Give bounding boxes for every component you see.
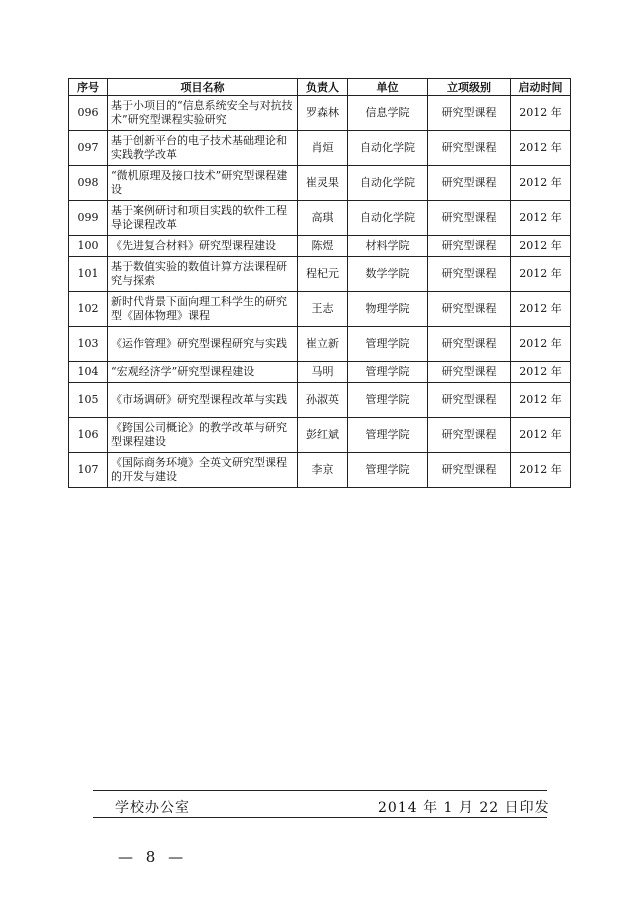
cell-level: 研究型课程 bbox=[428, 453, 511, 488]
cell-serial: 105 bbox=[69, 383, 108, 418]
cell-serial: 099 bbox=[69, 201, 108, 236]
table-row bbox=[69, 96, 571, 131]
cell-leader: 肖烜 bbox=[298, 131, 348, 166]
cell-unit: 管理学院 bbox=[348, 453, 428, 488]
cell-project-name: 《跨国公司概论》的教学改革与研究型课程建设 bbox=[108, 418, 298, 453]
footer-bottom-rule bbox=[93, 817, 547, 818]
cell-leader: 罗森林 bbox=[298, 96, 348, 131]
cell-project-name: 基于数值实验的数值计算方法课程研究与探索 bbox=[108, 257, 298, 292]
cell-level: 研究型课程 bbox=[428, 362, 511, 383]
cell-start-time: 2012 年 bbox=[511, 418, 571, 453]
table-row bbox=[69, 131, 571, 166]
cell-start-time: 2012 年 bbox=[511, 257, 571, 292]
cell-serial: 107 bbox=[69, 453, 108, 488]
cell-level: 研究型课程 bbox=[428, 201, 511, 236]
cell-start-time: 2012 年 bbox=[511, 453, 571, 488]
cell-start-time: 2012 年 bbox=[511, 327, 571, 362]
cell-project-name: 《运作管理》研究型课程研究与实践 bbox=[108, 327, 298, 362]
header-level: 立项级别 bbox=[428, 79, 511, 96]
cell-start-time: 2012 年 bbox=[511, 201, 571, 236]
table-row bbox=[69, 327, 571, 362]
cell-level: 研究型课程 bbox=[428, 327, 511, 362]
cell-project-name: 《市场调研》研究型课程改革与实践 bbox=[108, 383, 298, 418]
cell-start-time: 2012 年 bbox=[511, 383, 571, 418]
cell-serial: 097 bbox=[69, 131, 108, 166]
cell-leader: 孙淑英 bbox=[298, 383, 348, 418]
cell-project-name: 新时代背景下面向理工科学生的研究型《固体物理》课程 bbox=[108, 292, 298, 327]
cell-serial: 101 bbox=[69, 257, 108, 292]
footer-top-rule bbox=[93, 790, 547, 791]
cell-unit: 管理学院 bbox=[348, 362, 428, 383]
cell-unit: 自动化学院 bbox=[348, 201, 428, 236]
table-row bbox=[69, 292, 571, 327]
cell-start-time: 2012 年 bbox=[511, 236, 571, 257]
table-row bbox=[69, 383, 571, 418]
cell-start-time: 2012 年 bbox=[511, 292, 571, 327]
table-row bbox=[69, 418, 571, 453]
footer-issuer: 学校办公室 bbox=[115, 800, 190, 816]
cell-unit: 管理学院 bbox=[348, 327, 428, 362]
cell-leader: 高琪 bbox=[298, 201, 348, 236]
cell-unit: 自动化学院 bbox=[348, 166, 428, 201]
cell-leader: 程杞元 bbox=[298, 257, 348, 292]
table-row bbox=[69, 362, 571, 383]
page-number: — 8 — bbox=[118, 848, 188, 866]
cell-leader: 崔立新 bbox=[298, 327, 348, 362]
table-row bbox=[69, 257, 571, 292]
table-header-row bbox=[69, 79, 571, 96]
cell-serial: 100 bbox=[69, 236, 108, 257]
footer-issue-date: 2014 年 1 月 22 日印发 bbox=[378, 800, 550, 816]
cell-level: 研究型课程 bbox=[428, 131, 511, 166]
cell-leader: 陈煜 bbox=[298, 236, 348, 257]
table-row bbox=[69, 201, 571, 236]
cell-unit: 物理学院 bbox=[348, 292, 428, 327]
table-body bbox=[69, 96, 571, 488]
table-row bbox=[69, 236, 571, 257]
cell-serial: 096 bbox=[69, 96, 108, 131]
cell-unit: 自动化学院 bbox=[348, 131, 428, 166]
table-row bbox=[69, 166, 571, 201]
cell-serial: 103 bbox=[69, 327, 108, 362]
cell-project-name: 《先进复合材料》研究型课程建设 bbox=[108, 236, 298, 257]
cell-level: 研究型课程 bbox=[428, 96, 511, 131]
table-row bbox=[69, 453, 571, 488]
header-unit: 单位 bbox=[348, 79, 428, 96]
cell-start-time: 2012 年 bbox=[511, 166, 571, 201]
cell-leader: 马明 bbox=[298, 362, 348, 383]
cell-serial: 104 bbox=[69, 362, 108, 383]
header-start-time: 启动时间 bbox=[511, 79, 571, 96]
cell-level: 研究型课程 bbox=[428, 292, 511, 327]
cell-serial: 102 bbox=[69, 292, 108, 327]
cell-project-name: “宏观经济学”研究型课程建设 bbox=[108, 362, 298, 383]
cell-unit: 材料学院 bbox=[348, 236, 428, 257]
cell-level: 研究型课程 bbox=[428, 383, 511, 418]
cell-unit: 数学学院 bbox=[348, 257, 428, 292]
cell-leader: 李京 bbox=[298, 453, 348, 488]
cell-leader: 崔灵果 bbox=[298, 166, 348, 201]
cell-start-time: 2012 年 bbox=[511, 131, 571, 166]
cell-unit: 管理学院 bbox=[348, 383, 428, 418]
cell-serial: 098 bbox=[69, 166, 108, 201]
header-leader: 负责人 bbox=[298, 79, 348, 96]
cell-project-name: “微机原理及接口技术”研究型课程建设 bbox=[108, 166, 298, 201]
cell-project-name: 基于创新平台的电子技术基础理论和实践教学改革 bbox=[108, 131, 298, 166]
cell-start-time: 2012 年 bbox=[511, 96, 571, 131]
cell-level: 研究型课程 bbox=[428, 257, 511, 292]
cell-level: 研究型课程 bbox=[428, 236, 511, 257]
project-table bbox=[68, 78, 571, 488]
cell-project-name: 《国际商务环境》全英文研究型课程的开发与建设 bbox=[108, 453, 298, 488]
cell-leader: 王志 bbox=[298, 292, 348, 327]
header-project-name: 项目名称 bbox=[108, 79, 298, 96]
cell-unit: 信息学院 bbox=[348, 96, 428, 131]
cell-unit: 管理学院 bbox=[348, 418, 428, 453]
cell-start-time: 2012 年 bbox=[511, 362, 571, 383]
cell-project-name: 基于小项目的“信息系统安全与对抗技术”研究型课程实验研究 bbox=[108, 96, 298, 131]
cell-level: 研究型课程 bbox=[428, 418, 511, 453]
cell-leader: 彭红斌 bbox=[298, 418, 348, 453]
cell-level: 研究型课程 bbox=[428, 166, 511, 201]
header-serial: 序号 bbox=[69, 79, 108, 96]
cell-serial: 106 bbox=[69, 418, 108, 453]
cell-project-name: 基于案例研讨和项目实践的软件工程导论课程改革 bbox=[108, 201, 298, 236]
